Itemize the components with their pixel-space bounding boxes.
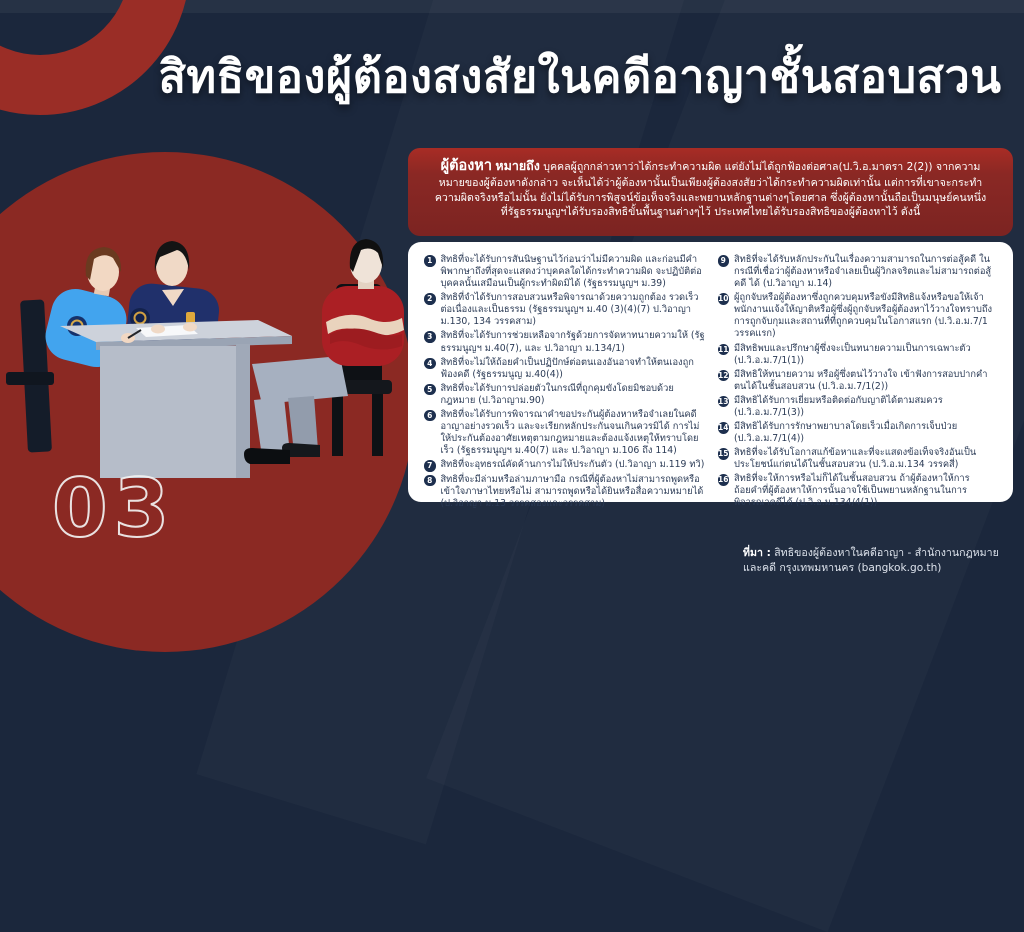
source-text: สิทธิของผู้ต้องหาในคดีอาญา - สำนักงานกฎหมายและคดี กรุงเทพมหานคร (bangkok.go.th): [743, 547, 999, 575]
right-item: [718, 369, 1000, 393]
item-number-badge: 12: [718, 370, 729, 380]
police-interrogation-illustration: [0, 226, 412, 478]
right-item: [718, 395, 1000, 419]
definition-term-suffix: หมายถึง: [495, 158, 540, 173]
right-item: [718, 254, 1000, 290]
right-item: [718, 447, 1000, 471]
item-number-badge: 3: [424, 331, 436, 343]
definition-text: บุคคลผู้ถูกกล่าวหาว่าได้กระทำความผิด แต่ยังไม่ได้ถูกฟ้องต่อศาล(ป.วิ.อ.มาตรา 2(2)) จากความหมายของผู้ต้องหาดังกล่าว จะเห็นได้ว่าผู้ต้องหานั้นเป็นเพียงผู้ต้องสงสัยว่าได้กระทำความผิดเท่านั้น แต่การที่เขาจะกระทำความผิดจริงหรือไม่นั้น ยังไม่ได้รับการพิสูจน์ข้อเท็จจริงและพยานหลักฐานต่างๆโดยศาล ซึ่งผู้ต้องหานั้นถือเป็นมนุษย์คนหนึ่ง ที่รัฐธรรมนูญฯได้รับรองสิทธิขั้นพื้นฐานต่างๆไว้ ประเทศไทยได้รับรองสิทธิของผู้ต้องหาไว้ ดังนี้: [434, 161, 987, 218]
right-item-text: สิทธิที่จำได้รับการสอบสวนหรือพิจารณาด้วยความถูกต้อง รวดเร็ว ต่อเนื่องและเป็นธรรม (รัฐธรรมนูญฯ ม.40 (3)(4)(7) ป.วิอาญา ม.130, 134 วรรคสาม): [440, 292, 699, 328]
right-item-text: มีสิทธิได้รับการรักษาพยาบาลโดยเร็วเมื่อเกิดการเจ็บป่วย (ป.วิ.อ.ม.7/1(4)): [734, 421, 958, 445]
item-number-badge: 15: [718, 449, 729, 459]
page-title: สิทธิของผู้ต้องสงสัยในคดีอาญาชั้นสอบสวน: [158, 50, 1002, 103]
right-item: [718, 292, 1000, 340]
right-item-text: สิทธิที่จะได้รับหลักประกันในเรื่องความสามารถในการต่อสู้คดี ในกรณีที่เชื่อว่าผู้ต้องหาหรือจำเลยเป็นผู้วิกลจริตและไม่สามารถต่อสู้คดี ได้ (ป.วิอาญา ม.14): [734, 254, 992, 290]
page-number: 03: [52, 462, 176, 555]
rights-list-panel: [408, 242, 1013, 509]
right-item-text: มีสิทธิได้รับการเยี่ยมหรือติดต่อกับญาติได้ตามสมควร (ป.วิ.อ.ม.7/1(3)): [734, 394, 943, 418]
item-number-badge: 7: [424, 460, 436, 472]
rights-column-right: [718, 254, 1000, 509]
right-item-text: สิทธิที่จะไม่ให้ถ้อยคำเป็นปฏิปักษ์ต่อตนเองอันอาจทำให้ตนเองถูกฟ้องคดี (รัฐธรรมนูญ ม.40(4)): [440, 356, 694, 380]
right-item: [718, 343, 1000, 367]
item-number-badge: 1: [424, 255, 436, 267]
item-number-badge: 9: [718, 255, 730, 267]
item-number-badge: 6: [424, 410, 436, 422]
right-item: [718, 473, 1000, 509]
right-item-text: ผู้ถูกจับหรือผู้ต้องหาซึ่งถูกควบคุมหรือขังมีสิทธิแจ้งหรือขอให้เจ้าพนักงานแจ้งให้ญาติหรือผู้ซึ่งผู้ถูกจับหรือผู้ต้องหาไว้วางใจทราบถึงการถูกจับกุมและสถานที่ที่ถูกควบคุมในโอกาสแรก (ป.วิ.อ.ม.7/1 วรรคแรก): [734, 292, 993, 340]
item-number-badge: 10: [718, 294, 729, 304]
item-number-badge: 2: [424, 293, 436, 305]
right-item: [424, 330, 706, 354]
right-item-text: สิทธิที่จะอุทธรณ์คัดค้านการไม่ให้ประกันตัว (ป.วิอาญา ม.119 ทวิ): [440, 459, 705, 471]
right-item: [424, 357, 706, 381]
right-item: [424, 459, 706, 472]
right-item-text: สิทธิที่จะได้รับการช่วยเหลือจากรัฐด้วยการจัดหาทนายความให้ (รัฐธรรมนูญฯ ม.40(7), และ ป.วิอาญา ม.134/1): [440, 330, 705, 354]
right-item-text: สิทธิที่จะมีล่ามหรือล่ามภาษามือ กรณีที่ผู้ต้องหาไม่สามารถพูดหรือเข้าใจภาษาไทยหรือไม่ สามารถพูดหรือได้ยินหรือสื่อความหมายได้ (ป.วิอาญา ม.13 วรรคสองและวรรคสาม): [440, 473, 704, 509]
item-number-badge: 4: [424, 358, 436, 370]
right-item-text: มีสิทธิให้ทนายความ หรือผู้ซึ่งตนไว้วางใจ เข้าฟังการสอบปากคำตนได้ในชั้นสอบสวน (ป.วิ.อ.ม.7/1(2)): [734, 368, 988, 392]
right-item-text: สิทธิที่จะได้รับการปล่อยตัวในกรณีที่ถูกคุมขังโดยมิชอบด้วยกฎหมาย (ป.วิอาญาม.90): [440, 382, 674, 406]
source-credit: [743, 546, 1005, 576]
item-number-badge: 5: [424, 384, 436, 396]
right-item: [424, 474, 706, 510]
item-number-badge: 16: [718, 475, 729, 485]
rights-column-left: [424, 254, 706, 509]
right-item: [424, 383, 706, 407]
right-item: [718, 421, 1000, 445]
chair-left: [6, 299, 54, 452]
right-item-text: สิทธิที่จะได้รับการสันนิษฐานไว้ก่อนว่าไม่มีความผิด และก่อนมีคำพิพากษาถึงที่สุดจะแสดงว่าบุคคลใดได้กระทำความผิด จะปฏิบัติต่อบุคคลนั้นเสมือนเป็นผู้กระทำผิดมิได้ (รัฐธรรมนูญฯ ม.39): [440, 254, 702, 290]
right-item-text: สิทธิที่จะได้รับการพิจารณาคำขอประกันผู้ต้องหาหรือจำเลยในคดีอาญาอย่างรวดเร็ว และจะเรียกหลักประกันจนเกินควรมิได้ การไม่ให้ประกันต้องอาศัยเหตุตามกฎหมายและต้องแจ้งเหตุให้ทราบโดยเร็ว (รัฐธรรมนูญฯ ม.40(7) และ ป.วิอาญา ม.106 ถึง 114): [440, 408, 700, 457]
right-item-text: สิทธิที่จะให้การหรือไม่ก็ได้ในชั้นสอบสวน ถ้าผู้ต้องหาให้การ ถ้อยคำที่ผู้ต้องหาให้การนั้นอาจใช้เป็นพยานหลักฐานในการพิจารณาคดีได้ (ป.วิ.อ.ม.134/4(1)): [734, 473, 970, 509]
right-item-text: มีสิทธิพบและปรึกษาผู้ซึ่งจะเป็นทนายความเป็นการเฉพาะตัว (ป.วิ.อ.ม.7/1(1)): [734, 342, 971, 366]
item-number-badge: 11: [718, 344, 729, 354]
right-item: [424, 292, 706, 328]
right-item: [424, 254, 706, 290]
item-number-badge: 8: [424, 475, 436, 487]
item-number-badge: 14: [718, 423, 729, 433]
definition-box: [408, 148, 1013, 236]
definition-term: ผู้ต้องหา: [440, 158, 492, 174]
right-item-text: สิทธิที่จะได้รับโอกาสแก้ข้อหาและที่จะแสดงข้อเท็จจริงอันเป็นประโยชน์แก่ตนได้ในชั้นสอบสวน (ป.วิ.อ.ม.134 วรรคสี่): [734, 447, 977, 471]
source-label: ที่มา :: [743, 547, 771, 559]
item-number-badge: 13: [718, 396, 729, 406]
right-item: [424, 409, 706, 457]
